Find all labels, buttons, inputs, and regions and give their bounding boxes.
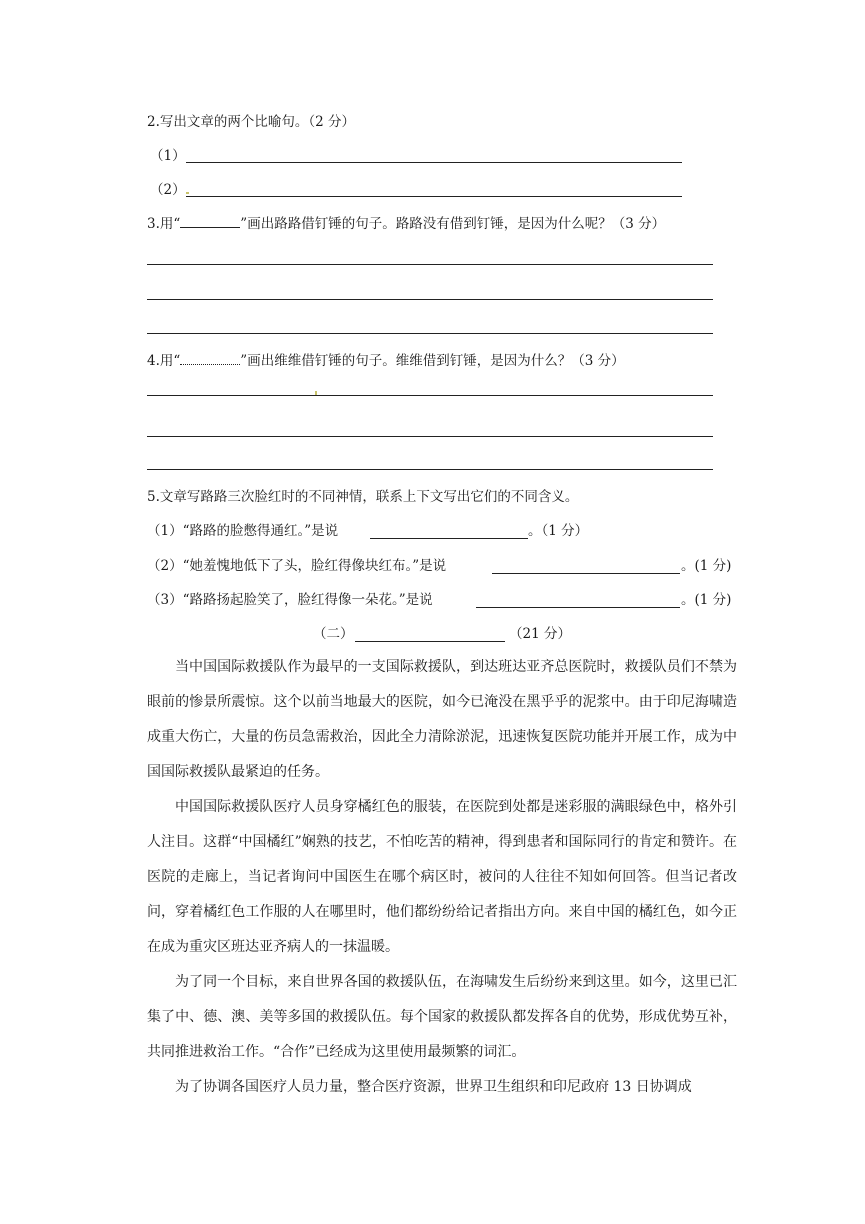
passage-paragraph-1: 当中国国际救援队作为最早的一支国际救援队，到达班达亚齐总医院时，救援队员们不禁为眼前的惨景所震惊。这个以前当地最大的医院，如今已淹没在黑乎乎的泥浆中。由于印尼海啸造成重大伤亡，大量的伤员急需救治，因此全力清除淤泥，迅速恢复医院功能并开展工作，成为中国国际救援队最紧迫的任务。 bbox=[147, 659, 737, 780]
answer-line-q5-2[interactable] bbox=[492, 573, 680, 574]
answer-line-q3-2[interactable] bbox=[147, 299, 713, 300]
answer-line-q2-1[interactable] bbox=[186, 162, 682, 163]
passage-paragraph-3: 为了同一个目标，来自世界各国的救援队伍，在海啸发生后纷纷来到这里。如今，这里已汇集了中、德、澳、美等多国的救援队伍。每个国家的救援队都发挥各自的优势，形成优势互补，共同推进救治工作。“合作”已经成为这里使用最频繁的词汇。 bbox=[147, 974, 737, 1060]
question-4-prefix: 4.用“ bbox=[147, 353, 181, 369]
ink-speck bbox=[315, 391, 317, 395]
question-2-title: 2.写出文章的两个比喻句。（2 分） bbox=[147, 114, 356, 130]
answer-line-q3-1[interactable] bbox=[147, 264, 713, 265]
question-4-text bbox=[147, 351, 625, 371]
question-3-prefix: 3.用“ bbox=[147, 216, 181, 232]
answer-line-q5-1[interactable] bbox=[370, 538, 528, 539]
question-4-body: ”画出维维借钉锤的句子。维维借到钉锤，是因为什么？（3 分） bbox=[240, 353, 625, 369]
answer-line-q4-2[interactable] bbox=[147, 436, 713, 437]
answer-line-q4-3[interactable] bbox=[147, 469, 713, 470]
question-5-sub-3-prefix: （3）“路路扬起脸笑了，脸红得像一朵花。”是说 bbox=[147, 592, 433, 608]
question-2-item-1-label: （1） bbox=[150, 148, 186, 164]
dotted-underline-sample bbox=[180, 352, 240, 365]
question-5-sub-2-suffix: 。(1 分) bbox=[681, 558, 732, 574]
ink-speck bbox=[186, 192, 189, 194]
question-3-text bbox=[147, 214, 665, 234]
question-5-sub-3-suffix: 。(1 分) bbox=[681, 592, 732, 608]
answer-line-q5-3[interactable] bbox=[476, 607, 680, 608]
question-5-sub-2-prefix: （2）“她羞愧地低下了头，脸红得像块红布。”是说 bbox=[147, 558, 447, 574]
section-2-score: （21 分） bbox=[509, 626, 571, 642]
question-5-sub-1-suffix: 。（1 分） bbox=[528, 523, 589, 539]
answer-line-q3-3[interactable] bbox=[147, 333, 713, 334]
solid-underline-sample bbox=[180, 215, 240, 228]
passage-paragraph-4: 为了协调各国医疗人员力量，整合医疗资源，世界卫生组织和印尼政府 13 日协调成 bbox=[175, 1079, 692, 1095]
question-5-sub-1-prefix: （1）“路路的脸憋得通红。”是说 bbox=[147, 523, 339, 539]
section-2-label: （二） bbox=[313, 626, 354, 642]
question-2-item-2-label: （2） bbox=[150, 182, 186, 198]
answer-line-q4-1[interactable] bbox=[147, 395, 713, 396]
question-5-title: 5.文章写路路三次脸红时的不同神情，联系上下文写出它们的不同含义。 bbox=[147, 489, 579, 505]
passage-paragraph-2: 中国国际救援队医疗人员身穿橘红色的服装，在医院到处都是迷彩服的满眼绿色中，格外引人注目。这群“中国橘红”娴熟的技艺，不怕吃苦的精神，得到患者和国际同行的肯定和赞许。在医院的走廊上，当记者询问中国医生在哪个病区时，被问的人往往不知如何回答。但当记者改问，穿着橘红色工作服的人在哪里时，他们都纷纷给记者指出方向。来自中国的橘红色，如今正在成为重灾区班达亚齐病人的一抹温暖。 bbox=[147, 799, 737, 955]
answer-line-q2-2[interactable] bbox=[186, 196, 682, 197]
section-2-title-blank[interactable] bbox=[355, 641, 505, 642]
question-3-body: ”画出路路借钉锤的句子。路路没有借到钉锤，是因为什么呢？（3 分） bbox=[240, 216, 666, 232]
